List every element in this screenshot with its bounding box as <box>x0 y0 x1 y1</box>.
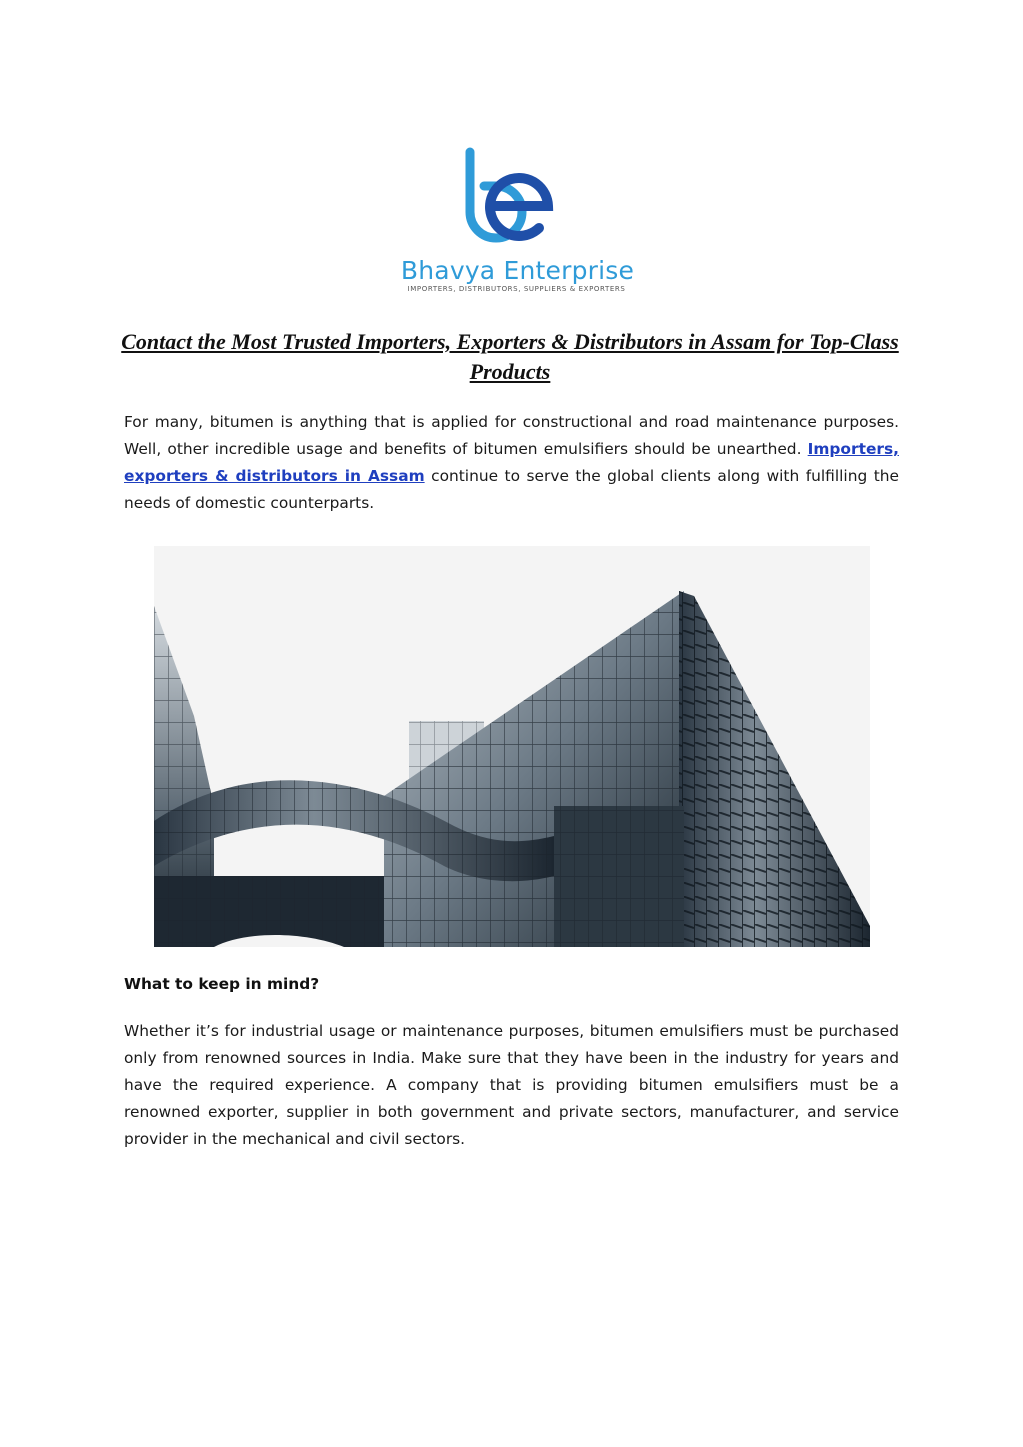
brand-tagline: IMPORTERS, DISTRIBUTORS, SUPPLIERS & EXPORTERS <box>407 285 626 293</box>
section-body: Whether it’s for industrial usage or maintenance purposes, bitumen emulsifiers must be purchased only from renowned sources in India. Make sure that they have been in the industry for years and have the required experience. A company that is providing bitumen emulsifiers must be a renowned exporter, supplier in both government and private sectors, manufacturer, and service provider in the mechanical and civil sectors. <box>124 1022 899 1148</box>
logo <box>0 142 1023 302</box>
intro-text-after-link: continue to serve the global clients along with fulfilling the needs of domestic counterparts. <box>124 467 899 512</box>
section-heading: What to keep in mind? <box>124 975 320 993</box>
glass-building-photo <box>154 546 870 947</box>
brand-name: Bhavya Enterprise <box>400 256 635 285</box>
be-monogram-icon <box>408 142 608 254</box>
intro-text-before-link: For many, bitumen is anything that is applied for constructional and road maintenance purposes. Well, other incredible usage and benefits of bitumen emulsifiers should be unearthed. <box>124 413 899 458</box>
page-title: Contact the Most Trusted Importers, Exporters & Distributors in Assam for Top-Class Products <box>121 329 899 384</box>
intro-paragraph <box>124 409 899 517</box>
importers-assam-link[interactable]: Importers, exporters & distributors in Assam <box>124 440 899 485</box>
